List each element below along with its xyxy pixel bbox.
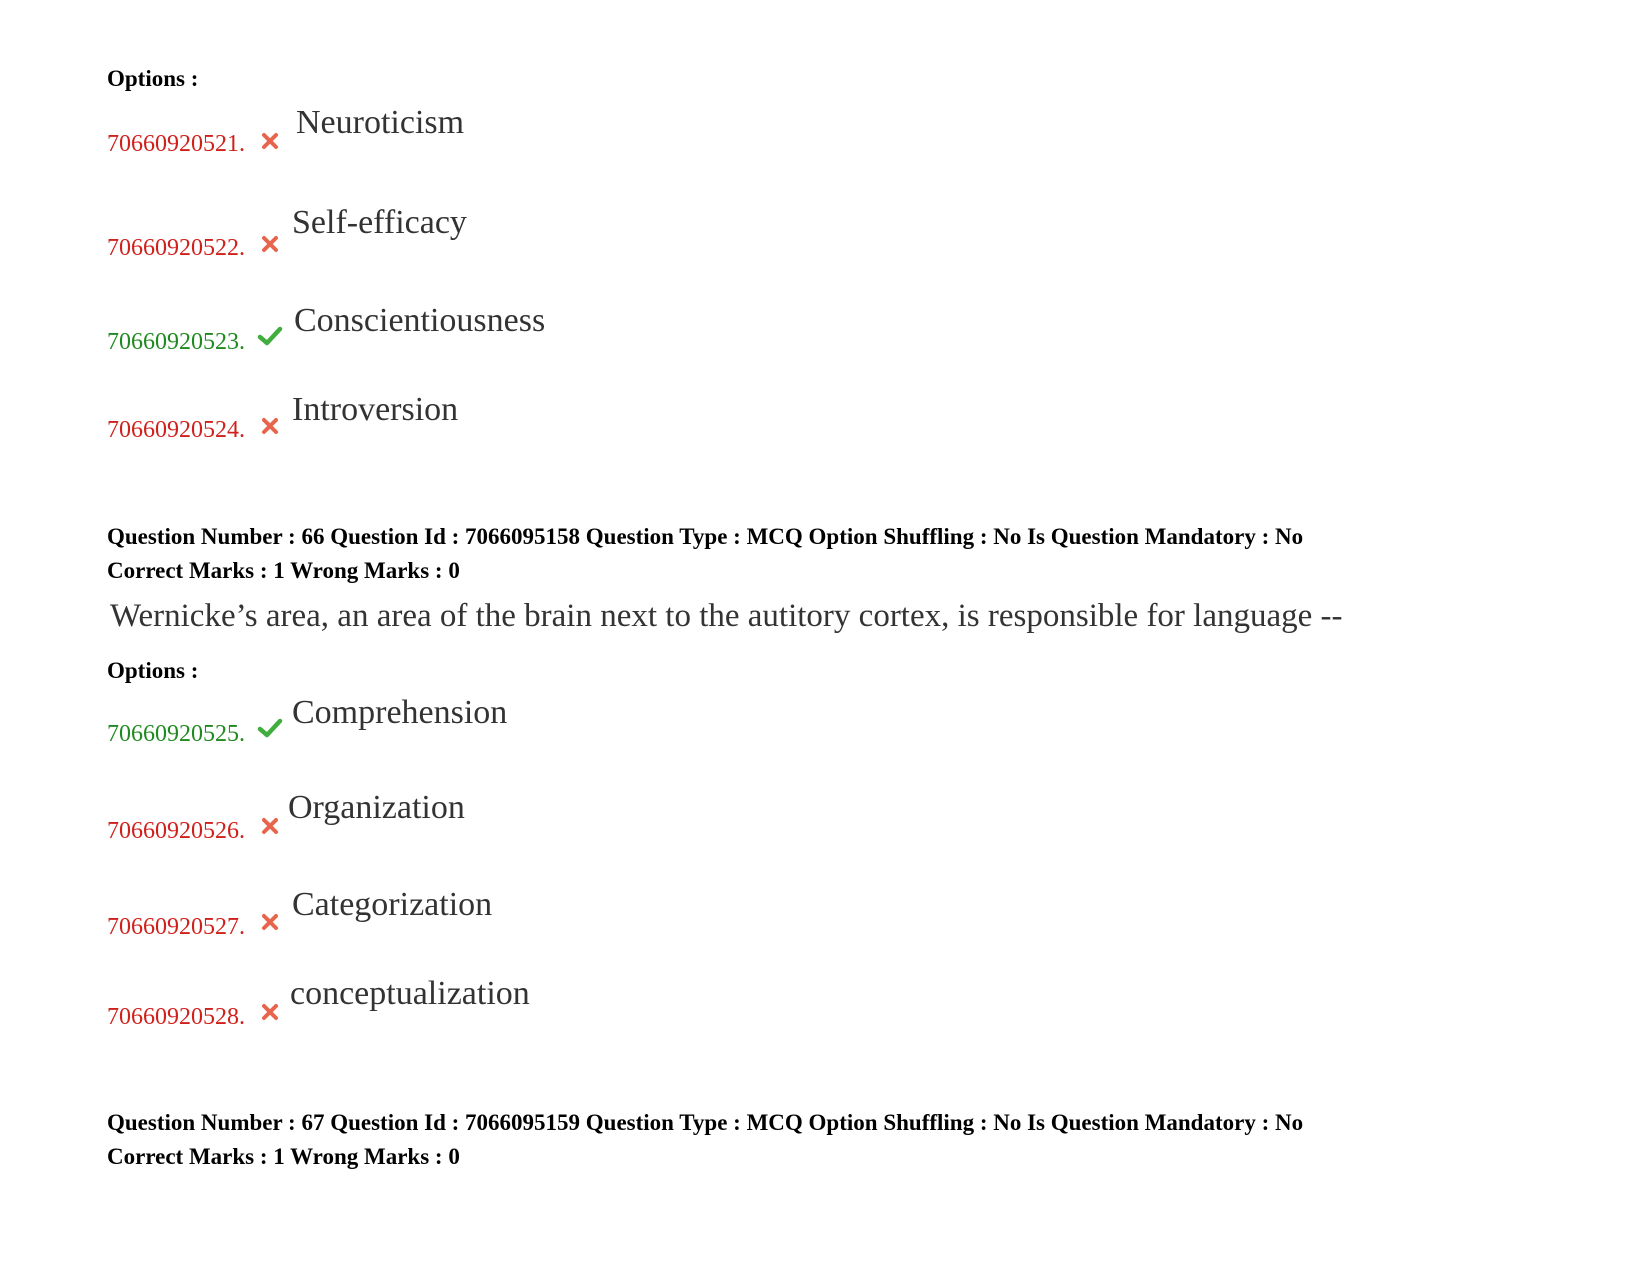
option-text: Organization <box>288 789 465 826</box>
option-text: conceptualization <box>290 975 530 1012</box>
option-id: 70660920528. <box>107 1004 245 1030</box>
cross-icon <box>259 130 281 152</box>
cross-icon <box>259 233 281 255</box>
cross-icon <box>259 911 281 933</box>
option-text: Comprehension <box>292 694 508 731</box>
question-text: Wernicke’s area, an area of the brain next to the autitory cortex, is responsible for language -- <box>110 598 1343 634</box>
check-icon <box>257 325 283 347</box>
option-id: 70660920521. <box>107 131 245 157</box>
option-id: 70660920525. <box>107 721 245 747</box>
cross-icon <box>259 415 281 437</box>
question-meta: Question Number : 67 Question Id : 7066095159 Question Type : MCQ Option Shuffling : No Is Question Mandatory : No <box>107 1110 1304 1135</box>
options-label: Options : <box>107 66 199 91</box>
option-text: Introversion <box>292 391 459 428</box>
option-text: Neuroticism <box>296 104 465 141</box>
options-label: Options : <box>107 658 199 683</box>
option-id: 70660920524. <box>107 417 245 443</box>
cross-icon <box>259 815 281 837</box>
option-id: 70660920527. <box>107 914 245 940</box>
cross-icon <box>259 1001 281 1023</box>
option-text: Conscientiousness <box>294 302 546 339</box>
question-marks: Correct Marks : 1 Wrong Marks : 0 <box>107 1144 460 1169</box>
option-text: Categorization <box>292 886 493 923</box>
question-marks: Correct Marks : 1 Wrong Marks : 0 <box>107 558 460 583</box>
option-text: Self-efficacy <box>292 204 467 241</box>
option-id: 70660920523. <box>107 329 245 355</box>
check-icon <box>257 717 283 739</box>
option-id: 70660920522. <box>107 235 245 261</box>
question-meta: Question Number : 66 Question Id : 7066095158 Question Type : MCQ Option Shuffling : No Is Question Mandatory : No <box>107 524 1304 549</box>
option-id: 70660920526. <box>107 818 245 844</box>
